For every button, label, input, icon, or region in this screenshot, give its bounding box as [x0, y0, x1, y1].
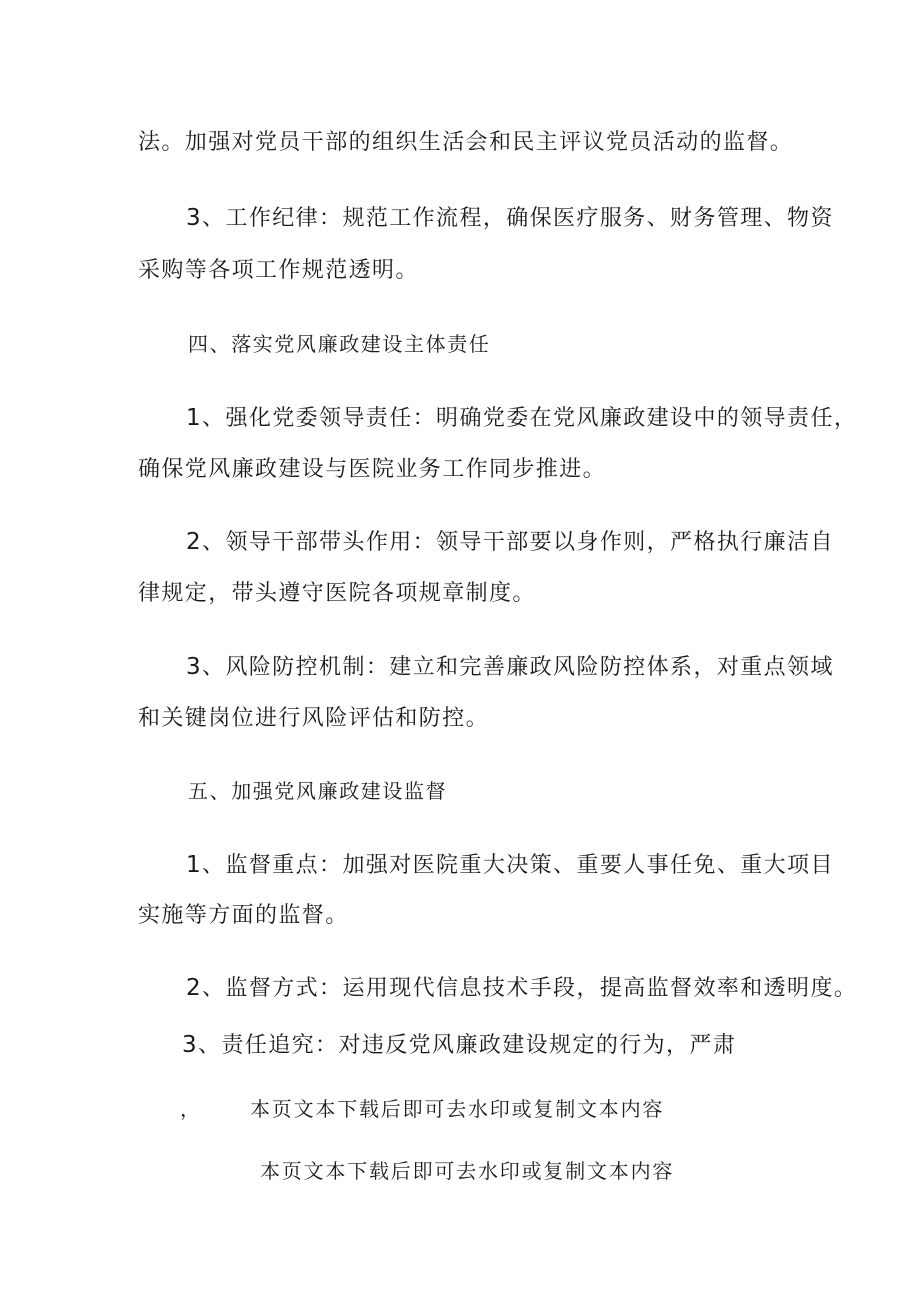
- list-number: 3: [182, 1032, 199, 1058]
- watermark-notice-text: 本页文本下载后即可去水印或复制文本内容: [260, 1159, 675, 1183]
- paragraph-text: 、监督重点：加强对医院重大决策、重要人事任免、重大项目: [202, 853, 834, 878]
- footer-comma: [180, 1094, 202, 1124]
- paragraph-line: [186, 527, 834, 558]
- section-heading-text: 四、落实党风廉政建设主体责任: [188, 332, 491, 356]
- paragraph-text: 、风险防控机制：建立和完善廉政风险防控体系，对重点领域: [202, 655, 834, 680]
- section-heading-text: 五、加强党风廉政建设监督: [188, 779, 448, 803]
- list-number: 2: [186, 975, 203, 1001]
- paragraph-text: 律规定，带头遵守医院各项规章制度。: [138, 581, 536, 606]
- paragraph-line: [138, 455, 606, 485]
- paragraph-text: 确保党风廉政建设与医院业务工作同步推进。: [138, 457, 607, 482]
- paragraph-line: [138, 901, 349, 931]
- watermark-notice: [250, 1094, 664, 1124]
- paragraph-line: [138, 128, 793, 158]
- watermark-notice-text: 本页文本下载后即可去水印或复制文本内容: [250, 1097, 665, 1121]
- list-number: 3: [186, 205, 203, 231]
- paragraph-text: 、强化党委领导责任：明确党委在党风廉政建设中的领导责任，: [202, 406, 858, 431]
- paragraph-text: 、工作纪律：规范工作流程，确保医疗服务、财务管理、物资: [202, 206, 834, 231]
- section-heading: [188, 776, 447, 806]
- list-number: 1: [186, 852, 203, 878]
- paragraph-line: [138, 256, 419, 286]
- paragraph-line: [186, 973, 857, 1004]
- footer-comma-text: ，: [180, 1097, 202, 1121]
- list-number: 1: [186, 405, 203, 431]
- paragraph-line: [138, 579, 536, 609]
- watermark-notice: [260, 1156, 674, 1186]
- paragraph-text: 、监督方式：运用现代信息技术手段，提高监督效率和透明度。: [202, 976, 858, 1001]
- paragraph-line: [182, 1030, 736, 1061]
- section-heading: [188, 329, 490, 359]
- list-number: 3: [186, 654, 203, 680]
- paragraph-line: [186, 652, 834, 683]
- paragraph-text: 、责任追究：对违反党风廉政建设规定的行为，严肃: [198, 1033, 737, 1058]
- paragraph-text: 和关键岗位进行风险评估和防控。: [138, 706, 490, 731]
- paragraph-line: [186, 850, 834, 881]
- paragraph-line: [186, 203, 834, 234]
- paragraph-text: 法。加强对党员干部的组织生活会和民主评议党员活动的监督。: [138, 130, 794, 155]
- list-number: 2: [186, 529, 203, 555]
- paragraph-text: 、领导干部带头作用：领导干部要以身作则，严格执行廉洁自: [202, 530, 834, 555]
- paragraph-line: [186, 403, 857, 434]
- paragraph-text: 采购等各项工作规范透明。: [138, 258, 419, 283]
- paragraph-text: 实施等方面的监督。: [138, 903, 349, 928]
- paragraph-line: [138, 704, 489, 734]
